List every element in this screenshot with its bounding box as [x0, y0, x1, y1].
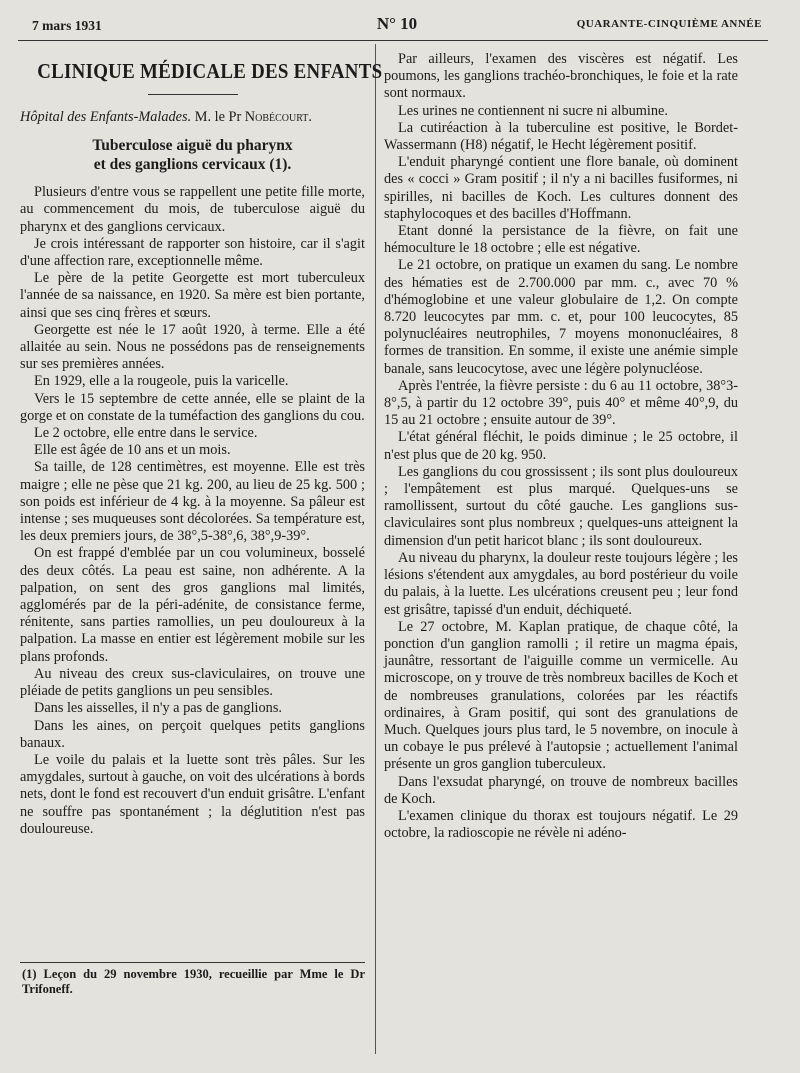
paragraph: On est frappé d'emblée par un cou volumineux, bosselé des deux côtés. La peau est saine, non adhérente. A la palpation, on sent des gros ganglions mal limités, agglomérés par de la péri-adénite, de consistance ferme, rénitente, sans parties ramollies, un peu douloureux à la palpation. La masse en entier est légèrement mobile sur les plans profonds. — [20, 545, 365, 665]
column-divider — [375, 44, 376, 1054]
paragraph: Le voile du palais et la luette sont très pâles. Sur les amygdales, surtout à gauche, on voit des ulcérations à bords nets, dont le fond est recouvert d'un enduit grisâtre. L'enfant ne souffre pas spontanément ; la déglutition n'est pas douloureuse. — [20, 751, 365, 837]
running-header — [32, 14, 762, 36]
left-column — [20, 58, 383, 838]
paragraph: Au niveau du pharynx, la douleur reste toujours légère ; les lésions s'étendent aux amygdales, au bord postérieur du voile du palais, à la luette. Les ulcérations creusent peu ; leur fond est grisâtre, tapissé d'un enduit, déchiqueté. — [384, 549, 738, 618]
paragraph: Le père de la petite Georgette est mort tuberculeux l'année de sa naissance, en 1920. Sa mère est bien portante, ainsi que ses cinq frères et sœurs. — [20, 270, 365, 321]
paragraph: Les urines ne contiennent ni sucre ni albumine. — [398, 102, 668, 119]
paragraph: Elle est âgée de 10 ans et un mois. — [34, 442, 231, 459]
section-title: CLINIQUE MÉDICALE DES ENFANTS — [37, 59, 383, 83]
header-rule — [18, 40, 768, 41]
article-title-line-1: Tuberculose aiguë du pharynx — [92, 137, 293, 155]
article-title — [20, 136, 365, 174]
paragraph: Vers le 15 septembre de cette année, elle se plaint de la gorge et on constate de la tuméfaction des ganglions du cou. — [20, 390, 365, 424]
title-rule — [148, 94, 238, 95]
right-column — [384, 51, 738, 842]
paragraph: Dans les aines, on perçoit quelques petits ganglions banaux. — [20, 717, 365, 751]
paragraph: Les ganglions du cou grossissent ; ils sont plus douloureux ; l'empâtement est plus marqué. Quelques-uns se ramollissent, surtout du côté gauche. Les ganglions sus-claviculaires sont plus nombreux ; quelques-uns atteignent la dimension d'un petit haricot blanc ; ils sont douloureux. — [384, 463, 738, 549]
paragraph: En 1929, elle a la rougeole, puis la varicelle. — [34, 373, 289, 390]
author-prefix: M. le Pr — [194, 109, 242, 125]
paragraph: Dans l'exsudat pharyngé, on trouve de nombreux bacilles de Koch. — [384, 773, 738, 807]
paragraph: Sa taille, de 128 centimètres, est moyenne. Elle est très maigre ; elle ne pèse que 21 kg. 200, au lieu de 25 kg. 500 ; son poids est inférieur de 4 kg. à la moyenne. Sa pâleur est intense ; ses muqueuses sont décolorées. Sa température est, les deux premiers jours, de 38°,5-38°,6, 38°,9-39°. — [20, 459, 365, 545]
author-line — [20, 109, 365, 126]
paragraph: L'état général fléchit, le poids diminue ; le 25 octobre, il n'est plus que de 20 kg. 950. — [384, 429, 738, 463]
paragraph: Etant donné la persistance de la fièvre, on fait une hémoculture le 18 octobre ; elle est négative. — [384, 223, 738, 257]
author-name: Nobécourt. — [244, 109, 312, 125]
header-date: 7 mars 1931 — [32, 18, 102, 33]
paragraph: Le 27 octobre, M. Kaplan pratique, de chaque côté, la ponction d'un ganglion ramolli ; il retire un magma épais, jaunâtre, ressortant de l'aiguille comme un vermicelle. Au microscope, on y trouve de très nombreux bacilles de Koch et de nombreuses granulations, colorées par les réactifs ordinaires, à Gram positif, qui sont des granulations de Much. Quelques jours plus tard, le 5 novembre, on inocule à un cobaye le pus prélevé à l'autopsie ; actuellement l'animal présente un gros ganglion tuberculeux. — [384, 618, 738, 773]
paragraph: La cutiréaction à la tuberculine est positive, le Bordet-Wassermann (H8) négatif, le Hecht légèrement positif. — [384, 119, 738, 154]
paragraph: Après l'entrée, la fièvre persiste : du 6 au 11 octobre, 38°3-8°,5, à partir du 12 octobre 39°, puis 40° et même 40°,9, du 15 au 21 octobre ; ensuite autour de 39°. — [384, 377, 738, 429]
article-title-line-2: et des ganglions cervicaux (1). — [93, 156, 292, 174]
paragraph: Plusieurs d'entre vous se rappellent une petite fille morte, au commencement du mois, de tuberculose aiguë du pharynx et des ganglions cervicaux. — [20, 184, 365, 235]
left-body — [20, 184, 365, 838]
footnote-rule — [20, 962, 365, 963]
paragraph: Le 21 octobre, on pratique un examen du sang. Le nombre des hématies est de 2.700.000 par mm. c., avec 70 % d'hémoglobine et une valeur globulaire de 1,2. On compte 8.720 leucocytes par mm. c. et, pour 100 leucocytes, 85 polynucléaires neutrophiles, 7 moyens mononucléaires, 8 formes de transition. En somme, il existe une anémie simple banale, sans leucocytose, avec une légère polynucléose. — [384, 257, 738, 377]
paragraph: Le 2 octobre, elle entre dans le service. — [34, 425, 258, 442]
header-issue-number: N° 10 — [376, 14, 418, 33]
paragraph: Au niveau des creux sus-claviculaires, on trouve une pléiade de petits ganglions un peu sensibles. — [20, 665, 365, 700]
paragraph: L'enduit pharyngé contient une flore banale, où dominent des « cocci » Gram positif ; il n'y a ni bacilles fusiformes, ni spirilles, ni bacilles de Koch. Les cultures donnent des staphylocoques et des bacilles d'Hoffmann. — [384, 154, 738, 222]
paragraph: Je crois intéressant de rapporter son histoire, car il s'agit d'une affection rare, exceptionnelle même. — [20, 235, 365, 270]
institution: Hôpital des Enfants-Malades. — [20, 109, 192, 125]
paragraph: Georgette est née le 17 août 1920, à terme. Elle a été allaitée au sein. Nous ne possédons pas de renseignements sur ses premières années. — [20, 321, 365, 373]
header-year: QUARANTE-CINQUIÈME ANNÉE — [576, 18, 762, 30]
paragraph: Par ailleurs, l'examen des viscères est négatif. Les poumons, les ganglions trachéo-bronchiques, le foie et la rate sont normaux. — [384, 51, 738, 102]
paragraph: L'examen clinique du thorax est toujours négatif. Le 29 octobre, la radioscopie ne révèle ni adéno- — [384, 807, 738, 842]
footnote: (1) Leçon du 29 novembre 1930, recueillie par Mme le Dr Trifoneff. — [22, 967, 365, 996]
paragraph: Dans les aisselles, il n'y a pas de ganglions. — [34, 700, 282, 717]
